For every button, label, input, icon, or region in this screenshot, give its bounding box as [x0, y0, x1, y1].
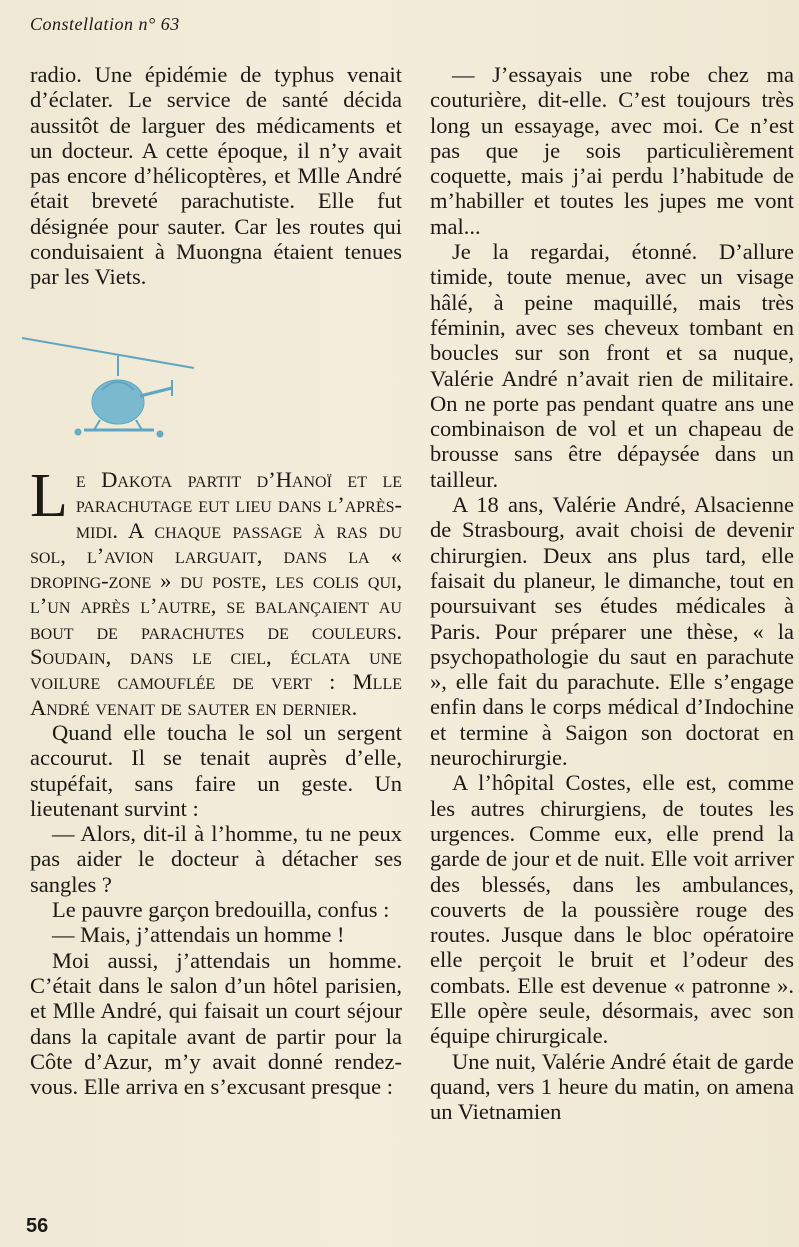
paragraph: A l’hôpital Costes, elle est, comme les autres chirurgiens, de toutes les urgences. Comme eux, elle prend la garde de jour et de nuit. Elle voit arriver des blessés, dans les ambulances, couverts de la poussière rouge des routes. Jusque dans le bloc opératoire elle perçoit le bruit et l’odeur des combats. Elle est devenue « patronne ». Elle opère seule, désormais, avec son équipe chirurgicale.	[430, 770, 794, 1049]
paragraph	[30, 462, 402, 720]
left-column-bottom	[30, 462, 402, 1100]
paragraph: Moi aussi, j’attendais un homme. C’était dans le salon d’un hôtel parisien, et Mlle André, qui faisait un court séjour dans la capitale avant de partir pour la Côte d’Azur, m’y avait donné rendez-vous. Elle arriva en s’excusant presque :	[30, 947, 402, 1100]
helicopter-illustration	[22, 330, 200, 450]
paragraph: A 18 ans, Valérie André, Alsacienne de Strasbourg, avait choisi de devenir chirurgien. Deux ans plus tard, elle faisait du planeur, le dimanche, tout en poursuivant ses études médicales à Paris. Pour préparer une thèse, « la psychopathologie du saut en parachute », elle fait du parachute. Elle s’engage enfin dans le corps médical d’Indochine et termine à Saigon son doctorat en neurochirurgie.	[430, 492, 794, 771]
drop-cap: L	[30, 462, 68, 530]
paragraph: — Mais, j’attendais un homme !	[52, 922, 345, 948]
paragraph: Je la regardai, étonné. D’allure timide, toute menue, avec un visage hâlé, à peine maquillé, mais très féminin, avec ses cheveux tombant en boucles sur son front et sa nuque, Valérie André n’avait rien de militaire. On ne porte pas pendant quatre ans une combinaison de vol et un chapeau de brousse sans être dépaysée dans un tailleur.	[430, 239, 794, 492]
paragraph: Quand elle toucha le sol un sergent accourut. Il se tenait auprès d’elle, stupéfait, sans faire un geste. Un lieutenant survint :	[30, 719, 402, 821]
helicopter-icon	[22, 330, 200, 450]
running-header: Constellation n° 63	[30, 14, 180, 34]
paragraph: Une nuit, Valérie André était de garde quand, vers 1 heure du matin, on amena un Vietnamien	[430, 1048, 794, 1125]
left-column-top	[30, 62, 402, 290]
paragraph-text: e Dakota partit d’Hanoï et le parachutage eut lieu dans l’après-midi. A chaque passage à ras du sol, l’avion larguait, dans la « droping-zone » du poste, les colis qui, l’un après l’autre, se balançaient au bout de parachutes de couleurs. Soudain, dans le ciel, éclata une voilure camouflée de vert : Mlle André venait de sauter en dernier.	[30, 467, 402, 720]
paragraph: radio. Une épidémie de typhus venait d’éclater. Le service de santé décida aussitôt de larguer des médicaments et un docteur. A cette époque, il n’y avait pas encore d’hélicoptères, et Mlle André était breveté parachutiste. Elle fut désignée pour sauter. Car les routes qui conduisaient à Muongna étaient tenues par les Viets.	[30, 62, 402, 290]
paragraph: — J’essayais une robe chez ma couturière, dit-elle. C’est toujours très long un essayage, avec moi. Ce n’est pas que je sois particulièrement coquette, mais j’ai perdu l’habitude de m’habiller et toutes les jupes me vont mal...	[430, 62, 794, 239]
right-column	[430, 62, 794, 1124]
paragraph: — Alors, dit-il à l’homme, tu ne peux pas aider le docteur à détacher ses sangles ?	[30, 821, 402, 897]
paragraph: Le pauvre garçon bredouilla, confus :	[52, 897, 390, 923]
page-number: 56	[26, 1215, 49, 1237]
